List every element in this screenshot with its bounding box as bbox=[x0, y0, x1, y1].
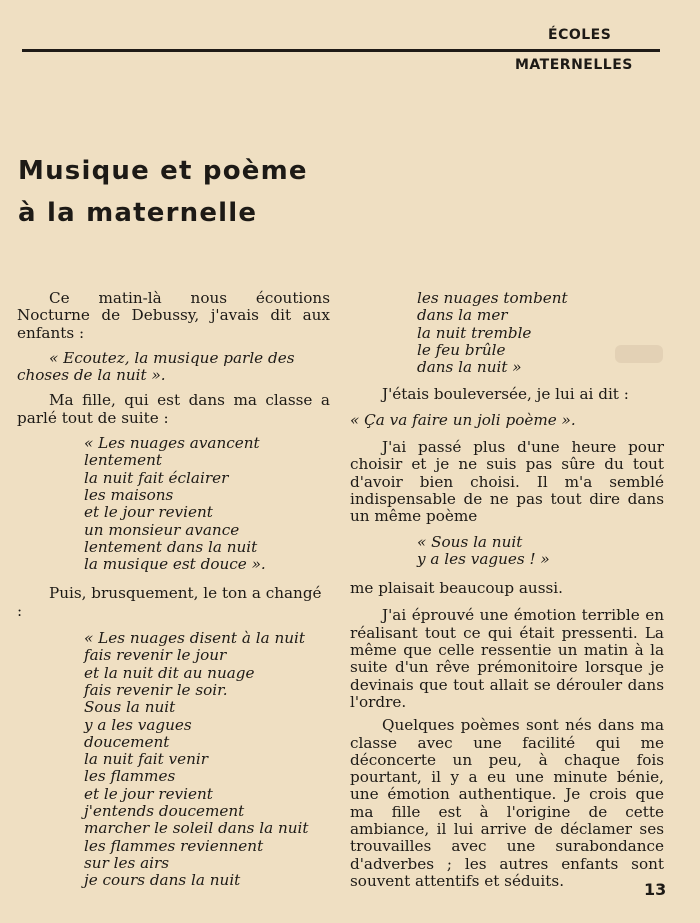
quote-joli-poeme: « Ça va faire un joli poème ». bbox=[350, 410, 576, 429]
poem-line: y a les vagues bbox=[84, 715, 192, 734]
poem-line: « Sous la nuit bbox=[417, 532, 523, 551]
right-paragraph-3: me plaisait beaucoup aussi. bbox=[350, 579, 563, 598]
poem-line: les flammes reviennent bbox=[84, 836, 264, 855]
right-paragraph-2: J'ai passé plus d'une heure pour choisir et je ne suis pas sûre du tout d'avoir bien choisi. Il m'a semblé indispensable de ne pas tout dire dans un même poème bbox=[350, 438, 664, 526]
paper-stain bbox=[615, 345, 663, 363]
poem-line: je cours dans la nuit bbox=[84, 871, 241, 890]
poem-line: dans la nuit » bbox=[417, 358, 522, 377]
left-paragraph-3: Puis, brusquement, le ton a changé : bbox=[17, 584, 322, 620]
poem-line: doucement bbox=[84, 732, 170, 751]
poem-line: y a les vagues ! » bbox=[417, 549, 550, 568]
title-line-1: Musique et poème bbox=[18, 156, 308, 186]
poem-line: le feu brûle bbox=[417, 340, 506, 359]
left-column bbox=[17, 290, 330, 890]
poem-line: Sous la nuit bbox=[84, 698, 176, 717]
poem-third bbox=[417, 534, 664, 569]
poem-line: fais revenir le soir. bbox=[84, 680, 228, 699]
section-label-ecoles: ÉCOLES bbox=[548, 27, 612, 43]
poem-line: la nuit fait venir bbox=[84, 750, 209, 769]
poem-line: un monsieur avance bbox=[84, 520, 240, 539]
quote-ecoutez: « Ecoutez, la musique parle des choses de la nuit ». bbox=[17, 348, 295, 385]
poem-line: et la nuit dit au nuage bbox=[84, 663, 255, 682]
poem-line: « Les nuages disent à la nuit bbox=[84, 629, 305, 648]
poem-line: fais revenir le jour bbox=[84, 646, 227, 665]
poem-line: les flammes bbox=[84, 767, 176, 786]
right-paragraph-5: Quelques poèmes sont nés dans ma classe avec une facilité qui me déconcerte un peu, à chaque fois pourtant, il y a eu une minute bénie, une émotion authentique. Je crois que ma fille est à l'origine de cette ambiance, il lui arrive de déclamer ses trouvailles avec une surabondance d'adverbes ; les autres enfants sont souvent attentifs et séduits. bbox=[350, 716, 664, 890]
poem-line: lentement bbox=[84, 451, 162, 470]
poem-line: sur les airs bbox=[84, 853, 170, 872]
poem-second bbox=[84, 630, 330, 889]
poem-line: lentement dans la nuit bbox=[84, 537, 258, 556]
article-title bbox=[18, 150, 308, 234]
poem-line: marcher le soleil dans la nuit bbox=[84, 819, 309, 838]
header-rule bbox=[22, 49, 660, 52]
left-paragraph-2: Ma fille, qui est dans ma classe a parlé tout de suite : bbox=[17, 391, 330, 427]
section-label-maternelles: MATERNELLES bbox=[515, 57, 633, 73]
poem-line: la nuit fait éclairer bbox=[84, 468, 229, 487]
poem-line: et le jour revient bbox=[84, 784, 213, 803]
poem-line: j'entends doucement bbox=[84, 802, 245, 821]
poem-line: les maisons bbox=[84, 485, 174, 504]
poem-line: « Les nuages avancent bbox=[84, 434, 260, 453]
poem-first bbox=[84, 435, 330, 573]
title-line-2: à la maternelle bbox=[18, 198, 258, 228]
poem-line: les nuages tombent bbox=[417, 289, 568, 307]
poem-line: et le jour revient bbox=[84, 503, 213, 522]
right-column bbox=[350, 290, 664, 890]
poem-continuation bbox=[417, 290, 664, 376]
poem-line: dans la mer bbox=[417, 306, 508, 325]
left-paragraph-1: Ce matin-là nous écoutions Nocturne de Debussy, j'avais dit aux enfants : bbox=[17, 289, 330, 342]
right-paragraph-1: J'étais bouleversée, je lui ai dit : bbox=[382, 385, 629, 404]
poem-line: la musique est douce ». bbox=[84, 555, 266, 574]
poem-line: la nuit tremble bbox=[417, 323, 532, 342]
right-paragraph-4: J'ai éprouvé une émotion terrible en réalisant tout ce qui était pressenti. La même que celle ressentie un matin à la suite d'un rêve prémonitoire lorsque je devinais que tout allait se dérouler dans l'ordre. bbox=[350, 606, 664, 711]
page-number: 13 bbox=[644, 880, 667, 899]
